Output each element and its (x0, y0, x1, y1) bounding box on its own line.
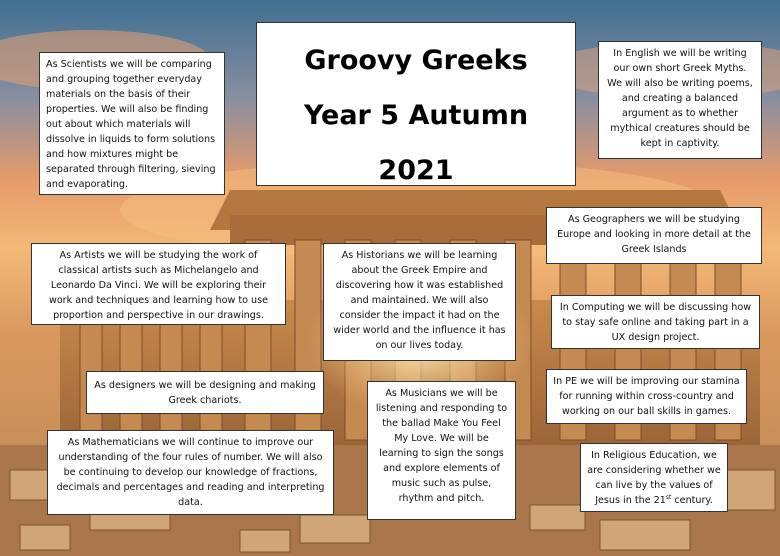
re-text: In Religious Education, we are considering whether we can live by the values of Jesus in the 21 (587, 450, 721, 506)
maths-box (47, 430, 334, 515)
design-text: As designers we will be designing and making Greek chariots. (94, 380, 316, 406)
music-text: As Musicians we will be listening and responding to the ballad Make You Feel My Love. We will be learning to sign the songs and explore elements of music such as pulse, rhythm and pitch. (375, 388, 508, 504)
geography-box (546, 207, 762, 264)
music-box (367, 381, 516, 520)
design-box (86, 371, 324, 414)
science-box (39, 52, 225, 195)
english-text: In English we will be writing our own short Greek Myths. We will also be writing poems, and creating a balanced argument as to whether mythical creatures should be kept in captivity. (607, 48, 753, 149)
title-box (256, 22, 576, 186)
science-text: As Scientists we will be comparing and grouping together everyday materials on the basis of their properties. We will also be finding out about which materials will dissolve in liquids to form solutions and how mixtures might be separated through filtering, sieving and evaporating. (46, 59, 216, 190)
maths-text: As Mathematicians we will continue to improve our understanding of the four rules of number. We will also be continuing to develop our knowledge of fractions, decimals and percentages and reading and interpreting data. (56, 437, 325, 508)
page-year: 2021 (378, 155, 454, 186)
history-text: As Historians we will be learning about the Greek Empire and discovering how it was established and maintained. We will also consider the impact it had on the wider world and the influence it has on our lives today. (333, 250, 506, 351)
english-box (598, 41, 762, 159)
art-text: As Artists we will be studying the work of classical artists such as Michelangelo and Leonardo Da Vinci. We will be exploring their work and techniques and learning how to use proportion and perspective in our drawings. (48, 250, 269, 321)
computing-text: In Computing we will be discussing how to stay safe online and taking part in a UX design project. (559, 302, 752, 343)
computing-box (551, 295, 760, 349)
re-box (580, 443, 728, 512)
re-superscript: st (665, 493, 672, 501)
re-text-end: century. (671, 495, 713, 506)
geography-text: As Geographers we will be studying Europe and looking in more detail at the Greek Islands (557, 214, 751, 255)
art-box (31, 243, 286, 325)
page-title: Groovy Greeks (304, 45, 528, 76)
history-box (323, 243, 516, 361)
page-subtitle: Year 5 Autumn (303, 100, 529, 131)
pe-box (546, 369, 747, 424)
pe-text: In PE we will be improving our stamina for running within cross-country and working on our ball skills in games. (553, 376, 740, 417)
